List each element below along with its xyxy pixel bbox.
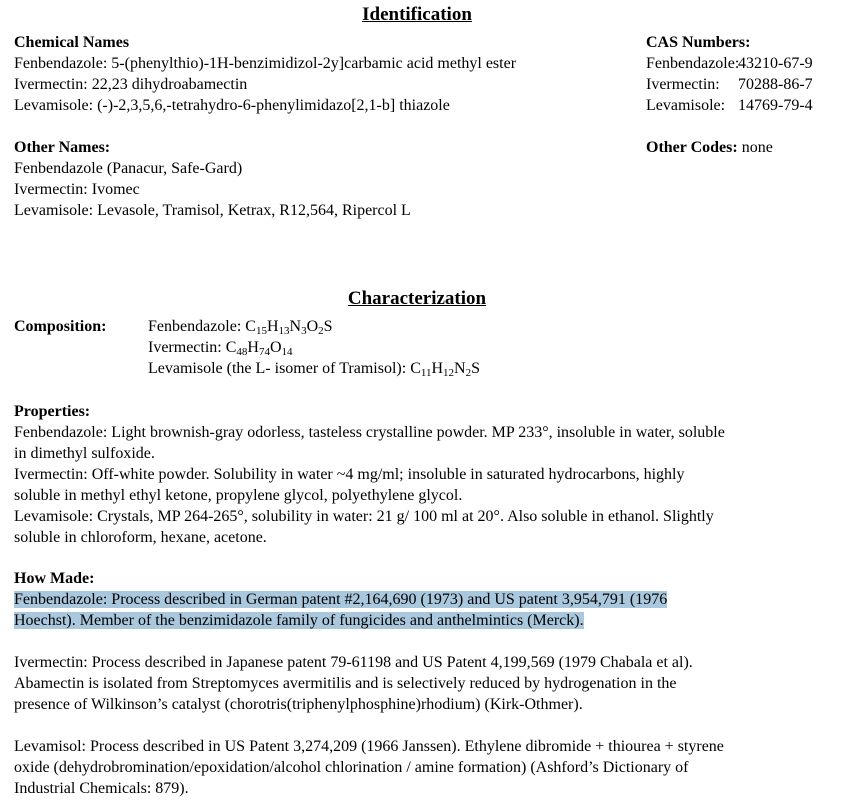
how-made-fenbendazole-line[interactable] [14, 589, 814, 610]
properties-line: soluble in methyl ethyl ketone, propylene glycol, polyethylene glycol. [14, 487, 463, 504]
selected-text[interactable]: Fenbendazole: Process described in German patent #2,164,690 (1973) and US patent 3,954,791 (1976 [14, 591, 668, 608]
spacer [14, 715, 814, 736]
how-made-fenbendazole-line[interactable] [14, 610, 814, 631]
chemical-formula: $C_{15}H_{13}N_3O_2S$ [245, 318, 333, 337]
chemical-formula: $C_{48}H_{74}O_{14}$ [225, 339, 293, 358]
composition-fenbendazole [148, 316, 480, 337]
how-made-label: How Made: [14, 570, 95, 587]
spacer [14, 631, 814, 652]
other-codes-label: Other Codes: [646, 139, 738, 156]
chemical-name-levamisole: Levamisole: (-)-2,3,5,6,-tetrahydro-6-phenylimidazo[2,1-b] thiazole [14, 97, 450, 114]
how-made-levamisol-line: Levamisol: Process described in US Patent 3,274,209 (1966 Janssen). Ethylene dibromide + thiourea + styrene [14, 738, 724, 755]
cas-numbers-label: CAS Numbers: [646, 34, 751, 51]
composition-ivermectin [148, 337, 480, 358]
other-codes-value: none [741, 139, 773, 156]
cas-value: 43210-67-9 [738, 55, 813, 72]
cas-value: 70288-86-7 [738, 76, 813, 93]
composition-compound: Levamisole (the L- isomer of Tramisol): [148, 360, 411, 377]
composition-label: Composition: [14, 318, 107, 335]
other-names-section [14, 137, 411, 221]
how-made-levamisol-line: Industrial Chemicals: 879). [14, 780, 189, 797]
how-made-ivermectin-line: Abamectin is isolated from Streptomyces avermitilis and is selectively reduced by hydrogenation in the [14, 675, 677, 692]
properties-line: Levamisole: Crystals, MP 264-265°, solubility in water: 21 g/ 100 ml at 20°. Also soluble in ethanol. Slightly [14, 508, 714, 525]
properties-section [14, 401, 814, 548]
composition-levamisole [148, 358, 480, 379]
properties-line: Fenbendazole: Light brownish-gray odorless, tasteless crystalline powder. MP 233°, insoluble in water, soluble [14, 424, 725, 441]
properties-line: Ivermectin: Off-white powder. Solubility in water ~4 mg/ml; insoluble in saturated hydrocarbons, highly [14, 466, 685, 483]
properties-line: in dimethyl sulfoxide. [14, 445, 155, 462]
other-names-label: Other Names: [14, 139, 111, 156]
properties-label: Properties: [14, 403, 91, 420]
how-made-levamisol-line: oxide (dehydrobromination/epoxidation/alcohol chlorination / amine formation) (Ashford’s Dictionary of [14, 759, 689, 776]
composition-compound: Fenbendazole: [148, 318, 246, 335]
chemical-formula: $C_{11}H_{12}N_2S$ [410, 360, 480, 379]
selected-text[interactable]: Hoechst). Member of the benzimidazole family of fungicides and anthelmintics (Merck). [14, 612, 584, 629]
chemical-names-section [14, 32, 516, 116]
how-made-ivermectin-line: presence of Wilkinson’s catalyst (chorotris(triphenylphosphine)rhodium) (Kirk-Othmer). [14, 696, 583, 713]
chemical-name-ivermectin: Ivermectin: 22,23 dihydroabamectin [14, 76, 248, 93]
other-name-levamisole: Levamisole: Levasole, Tramisol, Ketrax, R12,564, Ripercol L [14, 202, 411, 219]
other-codes [646, 137, 773, 158]
cas-value: 14769-79-4 [738, 97, 813, 114]
chemical-names-label: Chemical Names [14, 34, 130, 51]
characterization-heading: Characterization [347, 288, 487, 309]
identification-heading: Identification [362, 4, 472, 25]
cas-row-ivermectin [646, 74, 856, 95]
how-made-section [14, 568, 814, 799]
other-name-fenbendazole: Fenbendazole (Panacur, Safe-Gard) [14, 160, 243, 177]
properties-line: soluble in chloroform, hexane, acetone. [14, 529, 267, 546]
cas-name: Ivermectin: [646, 76, 720, 93]
composition-list [148, 316, 480, 379]
cas-row-levamisole [646, 95, 856, 116]
chemical-name-fenbendazole: Fenbendazole: 5-(phenylthio)-1H-benzimidizol-2y]carbamic acid methyl ester [14, 55, 517, 72]
cas-name: Fenbendazole: [646, 55, 740, 72]
composition-compound: Ivermectin: [148, 339, 226, 356]
cas-row-fenbendazole [646, 53, 856, 74]
cas-name: Levamisole: [646, 97, 726, 114]
other-name-ivermectin: Ivermectin: Ivomec [14, 181, 140, 198]
cas-numbers-section [646, 32, 856, 116]
how-made-ivermectin-line: Ivermectin: Process described in Japanese patent 79-61198 and US Patent 4,199,569 (1979 Chabala et al). [14, 654, 693, 671]
